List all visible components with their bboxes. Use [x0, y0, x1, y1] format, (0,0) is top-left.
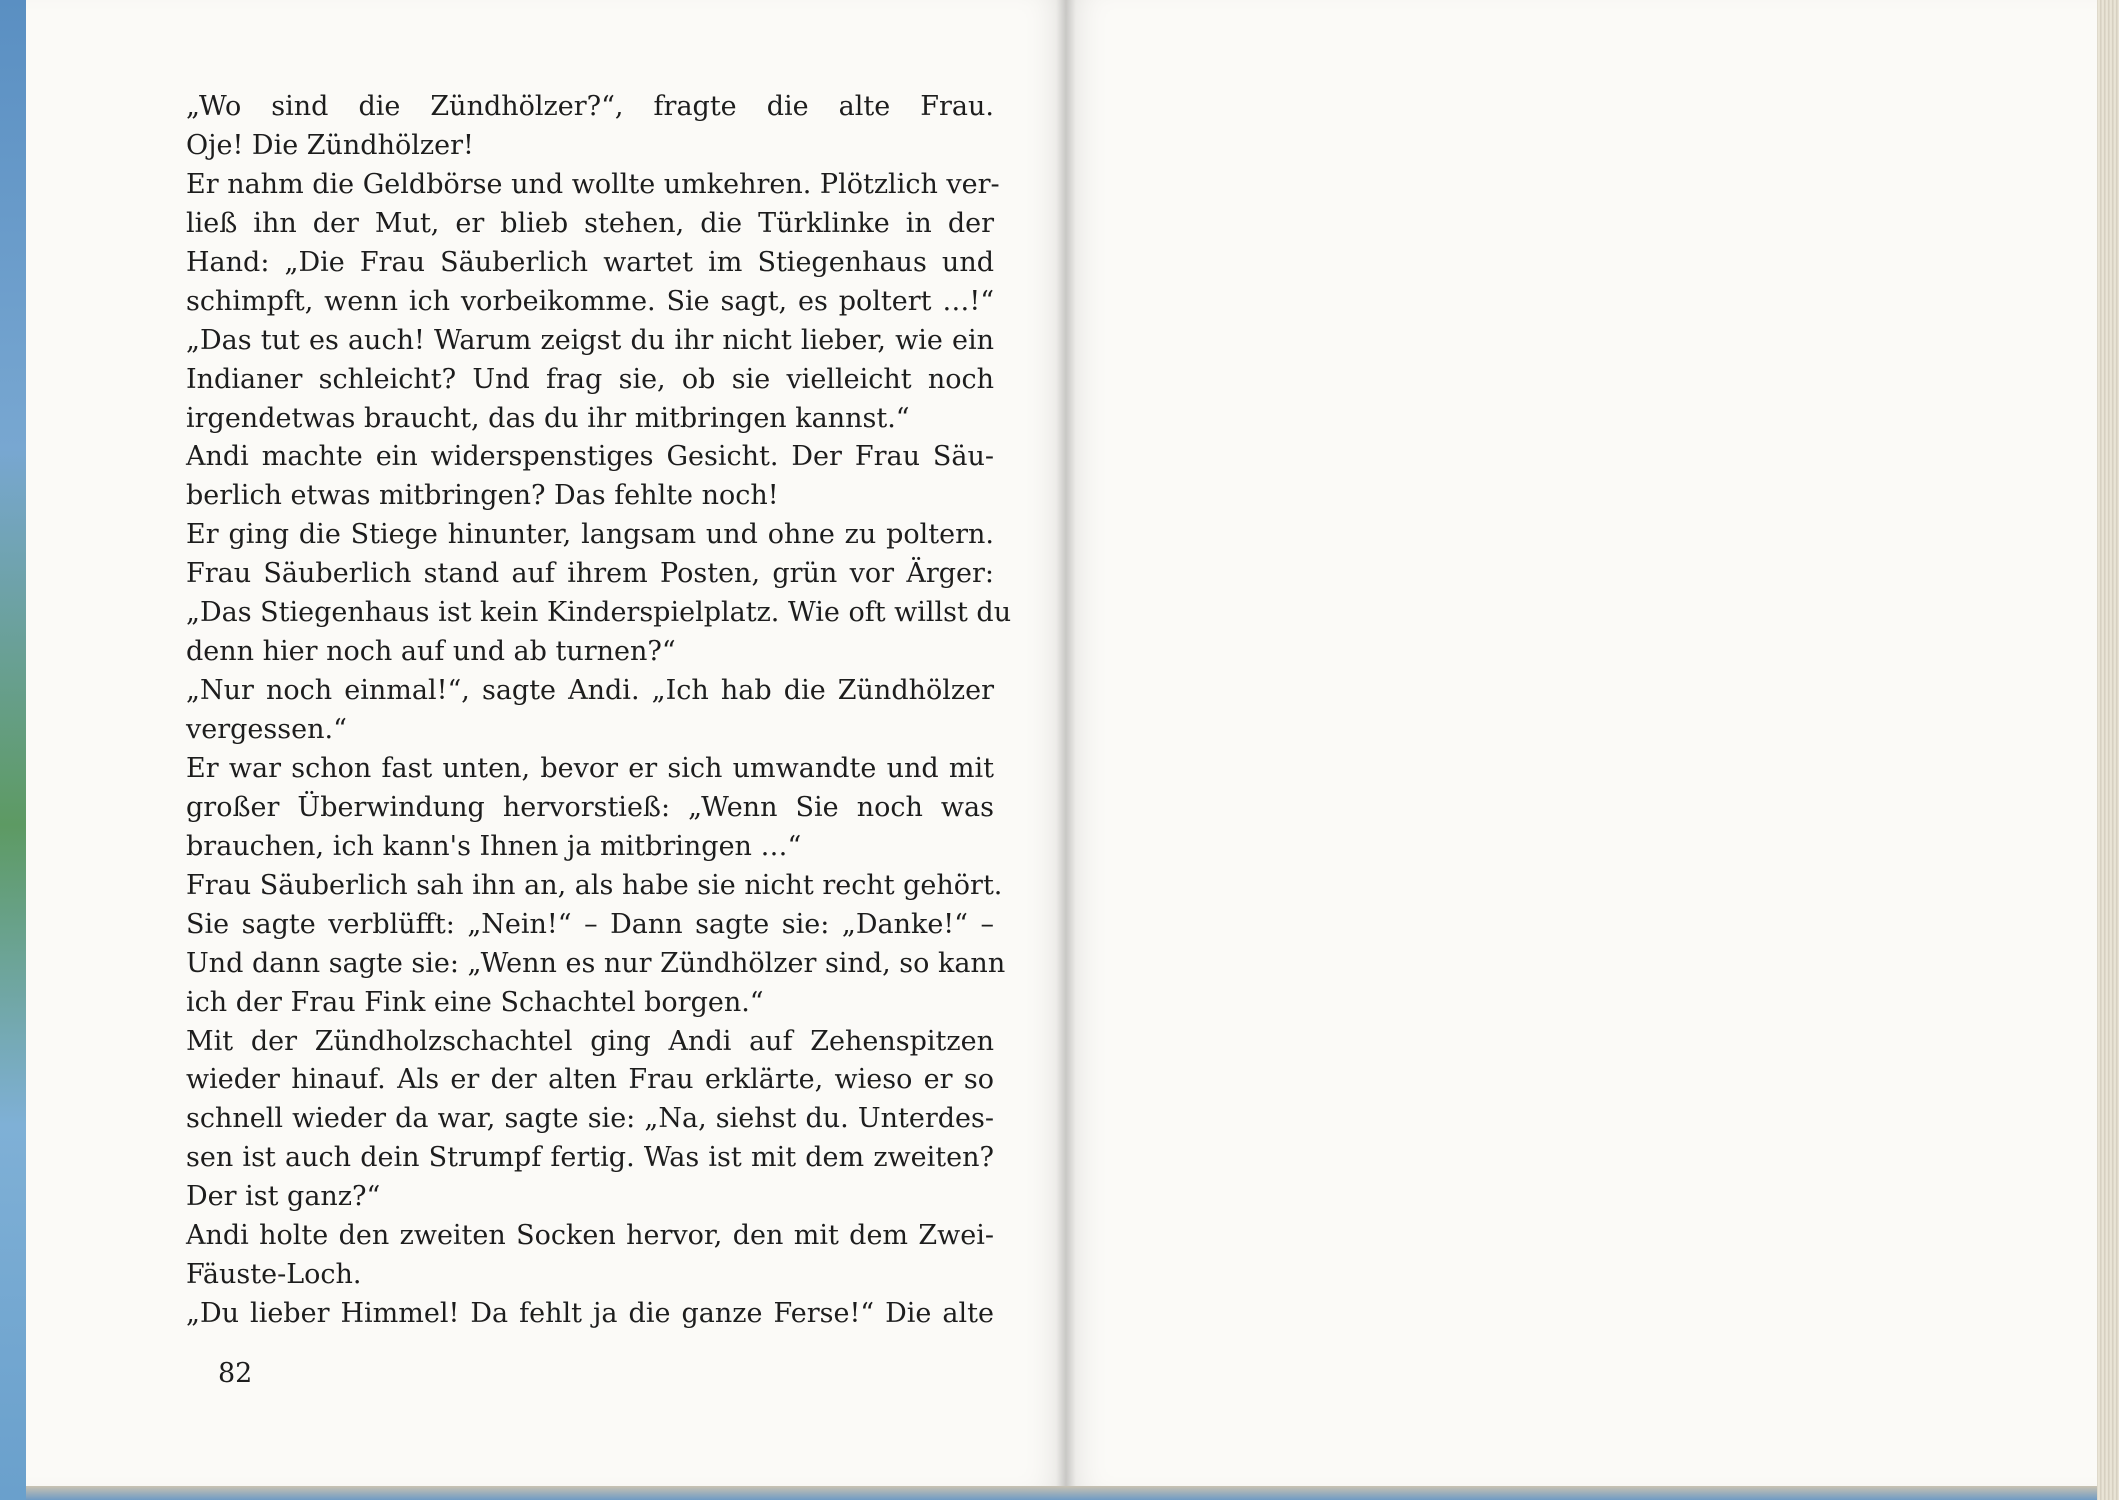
text-line: Oje! Die Zündhölzer!: [186, 129, 474, 161]
text-line: wieder hinauf. Als er der alten Frau erklärte, wieso er so: [186, 1064, 994, 1096]
text-line: „Du lieber Himmel! Da fehlt ja die ganze Ferse!“ Die alte: [186, 1298, 994, 1330]
page-number: 82: [218, 1358, 253, 1389]
book-cover-edge-left: [0, 0, 26, 1500]
text-line: Frau Säuberlich stand auf ihrem Posten, grün vor Ärger:: [186, 558, 994, 590]
text-line: irgendetwas braucht, das du ihr mitbringen kannst.“: [186, 402, 910, 434]
book-pages-edge-right: [2097, 0, 2119, 1500]
text-line: sen ist auch dein Strumpf fertig. Was ist mit dem zweiten?: [186, 1142, 994, 1174]
text-line: „Das Stiegenhaus ist kein Kinderspielplatz. Wie oft willst du: [186, 597, 1012, 629]
text-line: Mit der Zündholzschachtel ging Andi auf Zehenspitzen: [186, 1025, 994, 1057]
text-line: berlich etwas mitbringen? Das fehlte noch!: [186, 480, 779, 512]
text-line: Und dann sagte sie: „Wenn es nur Zündhölzer sind, so kann: [186, 947, 1006, 979]
text-line: „Das tut es auch! Warum zeigst du ihr nicht lieber, wie ein: [186, 324, 994, 356]
text-line: Indianer schleicht? Und frag sie, ob sie vielleicht noch: [186, 363, 994, 395]
book-gutter-shadow: [1056, 0, 1076, 1486]
book-edge-bottom: [26, 1486, 2097, 1500]
text-line: „Nur noch einmal!“, sagte Andi. „Ich hab die Zündhölzer: [186, 675, 994, 707]
text-line: brauchen, ich kann's Ihnen ja mitbringen …“: [186, 830, 802, 862]
text-line: Er nahm die Geldbörse und wollte umkehren. Plötzlich ver-: [186, 168, 1000, 200]
text-line: großer Überwindung hervorstieß: „Wenn Sie noch was: [186, 791, 994, 823]
text-line: ließ ihn der Mut, er blieb stehen, die Türklinke in der: [186, 207, 994, 239]
text-line: „Wo sind die Zündhölzer?“, fragte die alte Frau.: [186, 91, 994, 122]
text-line: ich der Frau Fink eine Schachtel borgen.“: [186, 986, 764, 1018]
text-line: Er ging die Stiege hinunter, langsam und ohne zu poltern.: [186, 519, 994, 551]
text-line: Der ist ganz?“: [186, 1181, 381, 1213]
text-line: Frau Säuberlich sah ihn an, als habe sie nicht recht gehört.: [186, 869, 1003, 901]
text-line: vergessen.“: [186, 714, 347, 745]
left-page: [26, 0, 1066, 1486]
right-page: [1066, 0, 2097, 1486]
text-line: schnell wieder da war, sagte sie: „Na, siehst du. Unterdes-: [186, 1103, 994, 1135]
text-line: Andi holte den zweiten Socken hervor, den mit dem Zwei-: [186, 1220, 994, 1252]
text-line: Andi machte ein widerspenstiges Gesicht. Der Frau Säu-: [186, 441, 994, 473]
text-line: denn hier noch auf und ab turnen?“: [186, 636, 676, 668]
text-line: Sie sagte verblüfft: „Nein!“ – Dann sagte sie: „Danke!“ –: [186, 908, 994, 940]
text-line: Er war schon fast unten, bevor er sich umwandte und mit: [186, 752, 994, 784]
text-line: schimpft, wenn ich vorbeikomme. Sie sagt, es poltert …!“: [186, 285, 994, 317]
page-text: [186, 88, 1012, 1334]
text-line: Hand: „Die Frau Säuberlich wartet im Stiegenhaus und: [186, 246, 994, 278]
text-line: Fäuste-Loch.: [186, 1259, 362, 1291]
